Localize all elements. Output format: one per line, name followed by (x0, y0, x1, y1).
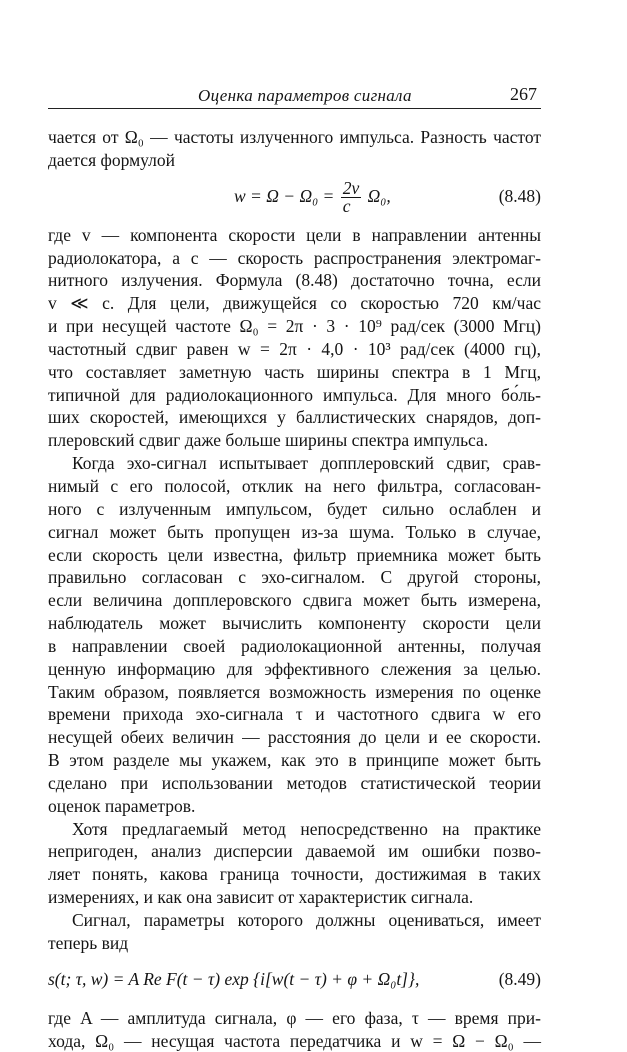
text-line: где v — компонента скорости цели в направлении антенны (48, 224, 541, 245)
text-line: ценную информацию для эффективного слежения за целью. (48, 658, 541, 679)
equation-rhs: Ω₀, (367, 185, 391, 206)
text-line: правильно согласован с эхо-сигналом. С другой стороны, (48, 567, 541, 588)
equation-body: s(t; τ, w) = A Re F(t − τ) exp {i[w(t − τ) + φ + Ω₀t]}, (48, 968, 420, 989)
text-line: частотный сдвиг равен w = 2π · 4,0 · 10³ рад/сек (4000 гц), (48, 338, 541, 359)
page-number: 267 (510, 84, 537, 104)
fraction-denominator: c (342, 196, 351, 217)
equation-number: (8.48) (498, 185, 541, 206)
text-line: чается от Ω₀ — частоты излученного импульса. Разность частот (48, 127, 541, 147)
text-line: в направлении своей радиолокационной антенны, получая (48, 635, 541, 656)
text-line: если величина допплеровского сдвига может быть измерена, (48, 590, 541, 611)
equation-body (234, 174, 391, 218)
fraction-numerator: 2v (342, 178, 360, 199)
text-line: Хотя предлагаемый метод непосредственно на практике (72, 818, 541, 839)
text-line: дается формулой (48, 149, 175, 170)
text-line: плеровский сдвиг даже больше ширины спектра импульса. (48, 430, 489, 451)
text-line: и при несущей частоте Ω₀ = 2π · 3 · 10⁹ рад/сек (3000 Мгц) (48, 316, 541, 337)
equation-fraction (341, 180, 362, 215)
text-line: ших скоростей, имеющихся у баллистических снарядов, доп- (48, 407, 541, 428)
equation-lhs: w = Ω − Ω₀ = (234, 185, 335, 206)
text-line: В этом разделе мы укажем, как это в принципе может быть (48, 750, 541, 771)
text-line: ного с излученным импульсом, будет сильно ослаблен и (48, 498, 541, 519)
text-line: хода, Ω₀ — несущая частота передатчика и w = Ω − Ω₀ — (48, 1030, 541, 1051)
text-line: нитного излучения. Формула (8.48) достаточно точна, если (48, 270, 541, 291)
equation-number: (8.49) (498, 968, 541, 989)
text-line: нимый с его полосой, отклик на него фильтра, согласован- (48, 475, 541, 496)
text-line: v ≪ c. Для цели, движущейся со скоростью 720 км/час (48, 293, 541, 314)
text-line: радиолокатора, а c — скорость распространения электромаг- (48, 247, 541, 268)
text-line: что составляет заметную часть ширины спектра в 1 Мгц, (48, 361, 541, 382)
running-title: Оценка параметров сигнала (198, 86, 412, 105)
text-line: наблюдатель может вычислить компоненту скорости цели (48, 613, 541, 634)
text-line: Когда эхо-сигнал испытывает допплеровский сдвиг, срав- (72, 453, 541, 474)
text-line: если скорость цели известна, фильтр приемника может быть (48, 544, 541, 565)
text-line: оценок параметров. (48, 795, 196, 816)
body-text (48, 126, 541, 1052)
text-line: ляет понять, какова граница точности, достижимая в таких (48, 864, 541, 885)
text-line: Сигнал, параметры которого должны оцениваться, имеет (72, 910, 541, 930)
text-line: сделано при использовании методов статистической теории (48, 772, 541, 793)
text-line: измерениях, и как она зависит от характеристик сигнала. (48, 887, 474, 908)
text-line: теперь вид (48, 932, 129, 953)
text-line: непригоден, анализ дисперсии даваемой им ошибки позво- (48, 841, 541, 862)
equation-8-48 (48, 174, 541, 218)
text-line: сигнал может быть пропущен из-за шума. Только в случае, (48, 521, 541, 542)
text-line: Таким образом, появляется возможность измерения по оценке (48, 681, 541, 702)
running-header (48, 84, 541, 109)
text-line: несущей обеих величин — расстояния до цели и ее скорости. (48, 727, 541, 748)
text-line: где A — амплитуда сигнала, φ — его фаза, τ — время при- (48, 1007, 541, 1028)
text-line: времени прихода эхо-сигнала τ и частотного сдвига w его (48, 704, 541, 725)
equation-8-49 (48, 957, 541, 1001)
text-line: типичной для радиолокационного импульса. Для много бо́ль- (48, 384, 541, 405)
